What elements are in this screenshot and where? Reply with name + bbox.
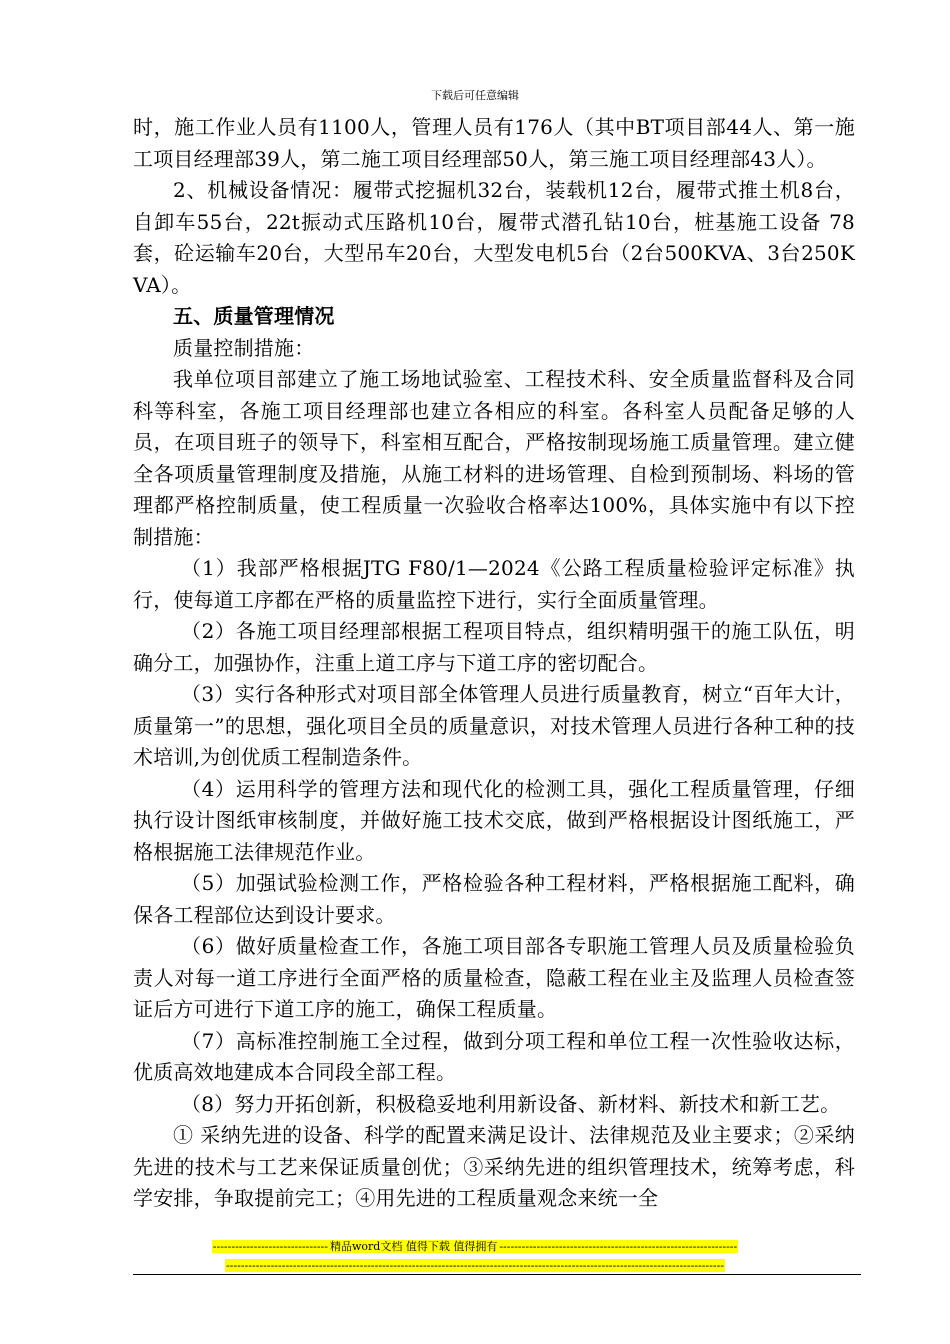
- list-item-measure-8: （8）努力开拓创新，积极稳妥地利用新设备、新材料、新技术和新工艺。: [181, 1091, 841, 1116]
- list-item-measure-4: （4）运用科学的管理方法和现代化的检测工具，强化工程质量管理，仔细执行设计图纸审核制度，并做好施工技术交底，做到严格根据设计图纸施工，严格根据施工法律规范作业。: [133, 776, 855, 864]
- paragraph-personnel-continued: 时，施工作业人员有1100人，管理人员有176人（其中BT项目部44人、第一施工项目经理部39人，第二施工项目经理部50人，第三施工项目经理部43人）。: [133, 115, 855, 171]
- footer-dash-line: [0, 1259, 950, 1272]
- document-body: [133, 112, 855, 1215]
- section-heading-quality: 五、质量管理情况: [173, 304, 335, 328]
- list-item-measure-2: （2）各施工项目经理部根据工程项目特点，组织精明强干的施工队伍，明确分工，加强协作，注重上道工序与下道工序的密切配合。: [133, 619, 855, 675]
- paragraph-sub-measures: ① 采纳先进的设备、科学的配置来满足设计、法律规范及业主要求；②采纳先进的技术与工艺来保证质量创优；③采纳先进的组织管理技术，统筹考虑，科学安排，争取提前完工；④用先进的工程质量观念来统一全: [133, 1123, 855, 1210]
- list-item-measure-1: （1）我部严格根据JTG F80/1—2024《公路工程质量检验评定标准》执行，使每道工序都在严格的质量监控下进行，实行全面质量管理。: [133, 556, 855, 612]
- page-header-note: 下载后可任意编辑: [431, 89, 519, 102]
- footer-banner-text: 精品word文档 值得下载 值得拥有: [330, 1240, 498, 1253]
- list-item-measure-6: （6）做好质量检查工作，各施工项目部各专职施工管理人员及质量检验负责人对每一道工序进行全面严格的质量检查，隐蔽工程在业主及监理人员检查签证后方可进行下道工序的施工，确保工程质量。: [133, 934, 855, 1021]
- list-item-measure-7: （7）高标准控制施工全过程，做到分项工程和单位工程一次性验收达标，优质高效地建成本合同段全部工程。: [133, 1028, 855, 1084]
- paragraph-machinery: 2、机械设备情况：履带式挖掘机32台，装载机12台，履带式推土机8台，自卸车55台，22t振动式压路机10台，履带式潜孔钻10台，桩基施工设备 78套，砼运输车20台，大型吊车20台，大型发电机5台（2台500KVA、3台250KVA）。: [133, 178, 855, 297]
- list-item-measure-5: （5）加强试验检测工作，严格检验各种工程材料，严格根据施工配料，确保各工程部位达到设计要求。: [133, 871, 855, 927]
- footer-banner: [0, 1240, 950, 1253]
- list-item-measure-3: （3）实行各种形式对项目部全体管理人员进行质量教育，树立“百年大计，质量第一”的思想，强化项目全员的质量意识，对技术管理人员进行各种工种的技术培训,为创优质工程制造条件。: [133, 682, 855, 769]
- paragraph-quality-overview: 我单位项目部建立了施工场地试验室、工程技术科、安全质量监督科及合同科等科室，各施工项目经理部也建立各相应的科室。各科室人员配备足够的人员，在项目班子的领导下，科室相互配合，严格按制现场施工质量管理。建立健全各项质量管理制度及措施，从施工材料的进场管理、自检到预制场、料场的管理都严格控制质量，使工程质量一次验收合格率达100%，具体实施中有以下控制措施：: [133, 367, 855, 549]
- footer-dash-left: -------------------------------: [212, 1240, 328, 1253]
- footer-dash-full: --------------------------------------------------------------------------------------------------------------------------------------: [225, 1259, 725, 1272]
- paragraph-quality-control-label: 质量控制措施：: [173, 335, 315, 360]
- footer-divider: [133, 1274, 861, 1275]
- footer-dash-right: ----------------------------------------------------------------: [499, 1240, 738, 1253]
